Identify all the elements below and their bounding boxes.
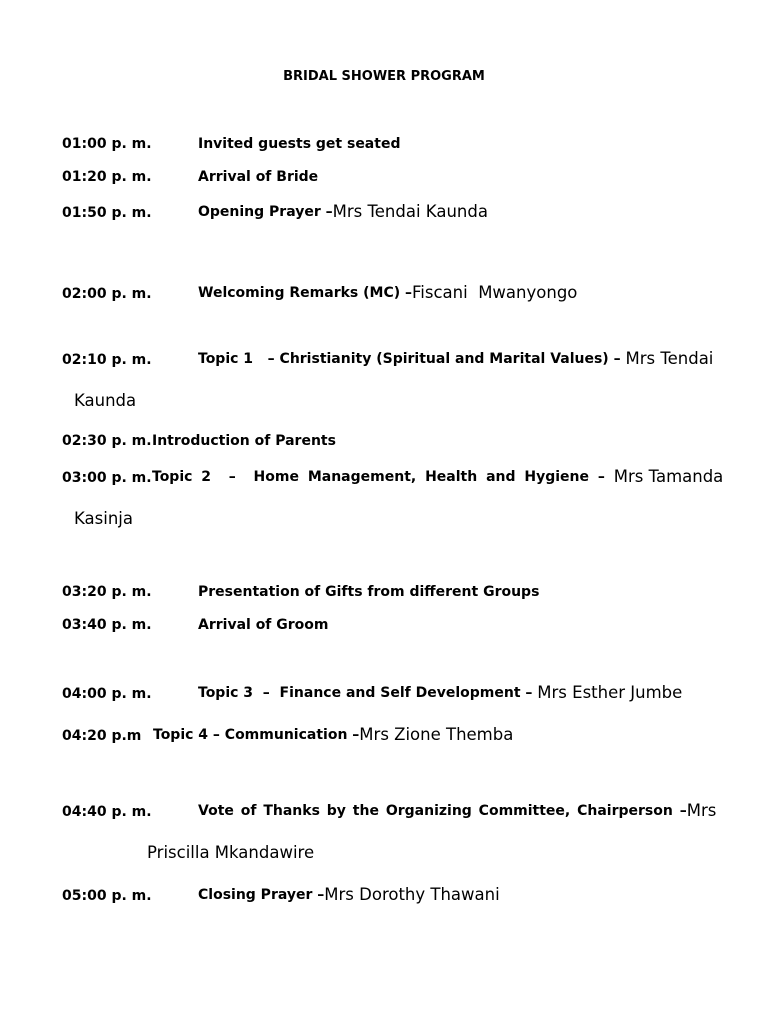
speaker-name: Mrs Tendai Kaunda (332, 202, 488, 221)
speaker-name: Mrs (686, 801, 717, 820)
speaker-name: Mrs Zione Themba (359, 725, 514, 744)
time-label: 03:40 p. m. (62, 617, 152, 633)
time-label: 02:00 p. m. (62, 286, 152, 302)
speaker-name: Fiscani Mwanyongo (412, 283, 578, 302)
speaker-continuation: Kasinja (74, 509, 133, 528)
activity-label: Opening Prayer – (198, 204, 333, 220)
activity-text (198, 801, 717, 820)
activity-text (198, 683, 683, 702)
program-row (0, 583, 768, 607)
page-title: BRIDAL SHOWER PROGRAM (283, 69, 485, 84)
time-label: 01:00 p. m. (62, 136, 152, 152)
program-row (0, 616, 768, 640)
activity-label: Welcoming Remarks (MC) – (198, 285, 413, 301)
speaker-continuation: Kaunda (74, 391, 137, 410)
activity-text (198, 349, 714, 368)
program-row (0, 802, 768, 826)
activity-text (153, 725, 514, 744)
activity-text (152, 467, 724, 486)
activity-text (198, 283, 578, 302)
activity-label: Topic 4 – Communication – (153, 727, 360, 743)
time-label: 02:30 p. m. (62, 433, 152, 449)
time-label: 04:00 p. m. (62, 686, 152, 702)
time-label: 03:20 p. m. (62, 584, 152, 600)
program-row (0, 468, 768, 492)
program-row (0, 203, 768, 227)
activity-label: Topic 3 – Finance and Self Development – (198, 685, 538, 701)
time-label: 04:20 p.m (62, 728, 142, 744)
activity-label: Topic 1 – Christianity (Spiritual and Marital Values) – (198, 351, 626, 367)
speaker-name: Mrs Esther Jumbe (537, 683, 683, 702)
time-label: 05:00 p. m. (62, 888, 152, 904)
time-label: 04:40 p. m. (62, 804, 152, 820)
activity-label: Topic 2 – Home Management, Health and Hygiene – (152, 469, 614, 485)
program-row (0, 168, 768, 192)
speaker-name: Mrs Dorothy Thawani (324, 885, 500, 904)
program-row (0, 886, 768, 910)
program-row (0, 432, 768, 456)
activity-text: Presentation of Gifts from different Groups (198, 584, 540, 600)
activity-label: Vote of Thanks by the Organizing Committee, Chairperson – (198, 803, 687, 819)
time-label: 02:10 p. m. (62, 352, 152, 368)
time-label: 01:50 p. m. (62, 205, 152, 221)
program-row (0, 284, 768, 308)
program-row (0, 726, 768, 750)
activity-text: Arrival of Groom (198, 617, 329, 633)
program-row (0, 135, 768, 159)
speaker-continuation: Priscilla Mkandawire (147, 843, 315, 862)
time-label: 01:20 p. m. (62, 169, 152, 185)
speaker-name: Mrs Tamanda (613, 467, 724, 486)
time-label: 03:00 p. m. (62, 470, 152, 486)
activity-text (198, 885, 500, 904)
program-row (0, 350, 768, 374)
activity-text: Invited guests get seated (198, 136, 401, 152)
speaker-name: Mrs Tendai (625, 349, 714, 368)
activity-text (198, 202, 488, 221)
activity-text: Introduction of Parents (152, 433, 336, 449)
program-row (0, 684, 768, 708)
activity-text: Arrival of Bride (198, 169, 319, 185)
activity-label: Closing Prayer – (198, 887, 325, 903)
